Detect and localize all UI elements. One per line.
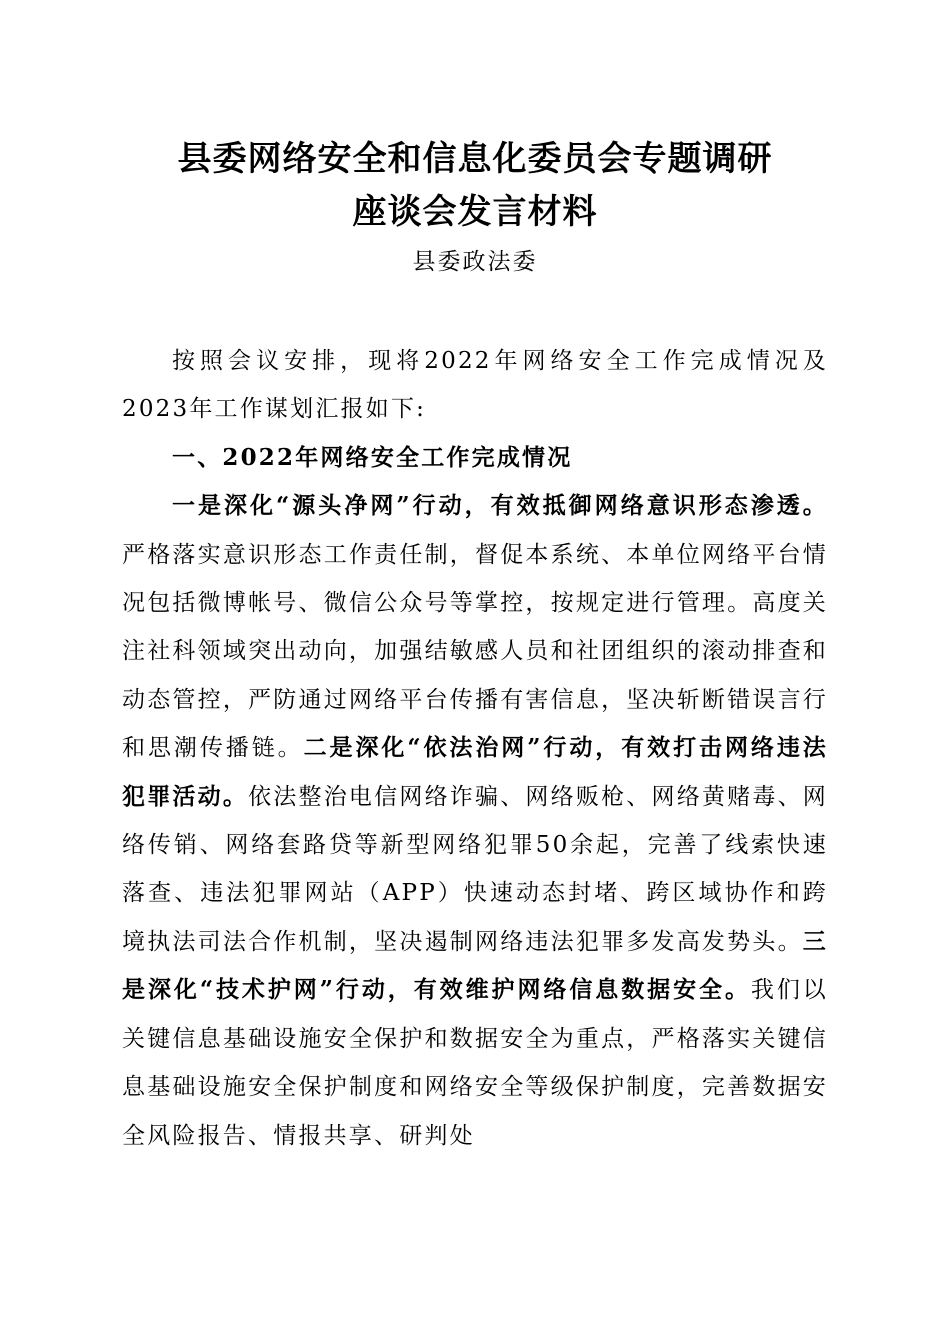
- document-author: 县委政法委: [412, 249, 538, 275]
- item3-text: 我们以关键信息基础设施安全保护和数据安全为重点，严格落实关键信息基础设施安全保护制度和网络安全等级保护制度，完善数据安全风险报告、情报共享、研判处: [122, 977, 828, 1149]
- item3-lead: 三是深化“技术护网”行动，有效维护网络信息数据安全。: [122, 927, 828, 1004]
- item1-text: 严格落实意识形态工作责任制，督促本系统、本单位网络平台情况包括微博帐号、微信公众号等掌控，按规定进行管理。高度关注社科领域突出动向，加强结敏感人员和社团组织的滚动排查和动态管控，严防通过网络平台传播有害信息，坚决斩断错误言行和思潮传播链。: [122, 541, 828, 762]
- body-paragraph: [122, 482, 828, 1160]
- section-heading: 一、2022年网络安全工作完成情况: [172, 443, 573, 471]
- document-body: [122, 337, 828, 1160]
- intro-paragraph: 按照会议安排，现将2022年网络安全工作完成情况及2023年工作谋划汇报如下:: [122, 348, 828, 423]
- item2-lead: 二是深化“依法治网”行动，有效打击网络违法犯罪活动。: [122, 734, 828, 810]
- item1-lead: 一是深化“源头净网”行动，有效抵御网络意识形态渗透。: [172, 492, 828, 520]
- document-title-line-2: 座谈会发言材料: [352, 192, 598, 232]
- document-title-line-1: 县委网络安全和信息化委员会专题调研: [177, 139, 773, 179]
- item2-text: 依法整治电信网络诈骗、网络贩枪、网络黄赌毒、网络传销、网络套路贷等新型网络犯罪50余起，完善了线索快速落查、违法犯罪网站（APP）快速动态封堵、跨区域协作和跨境执法司法合作机制，坚决遏制网络违法犯罪多发高发势头。: [122, 783, 828, 955]
